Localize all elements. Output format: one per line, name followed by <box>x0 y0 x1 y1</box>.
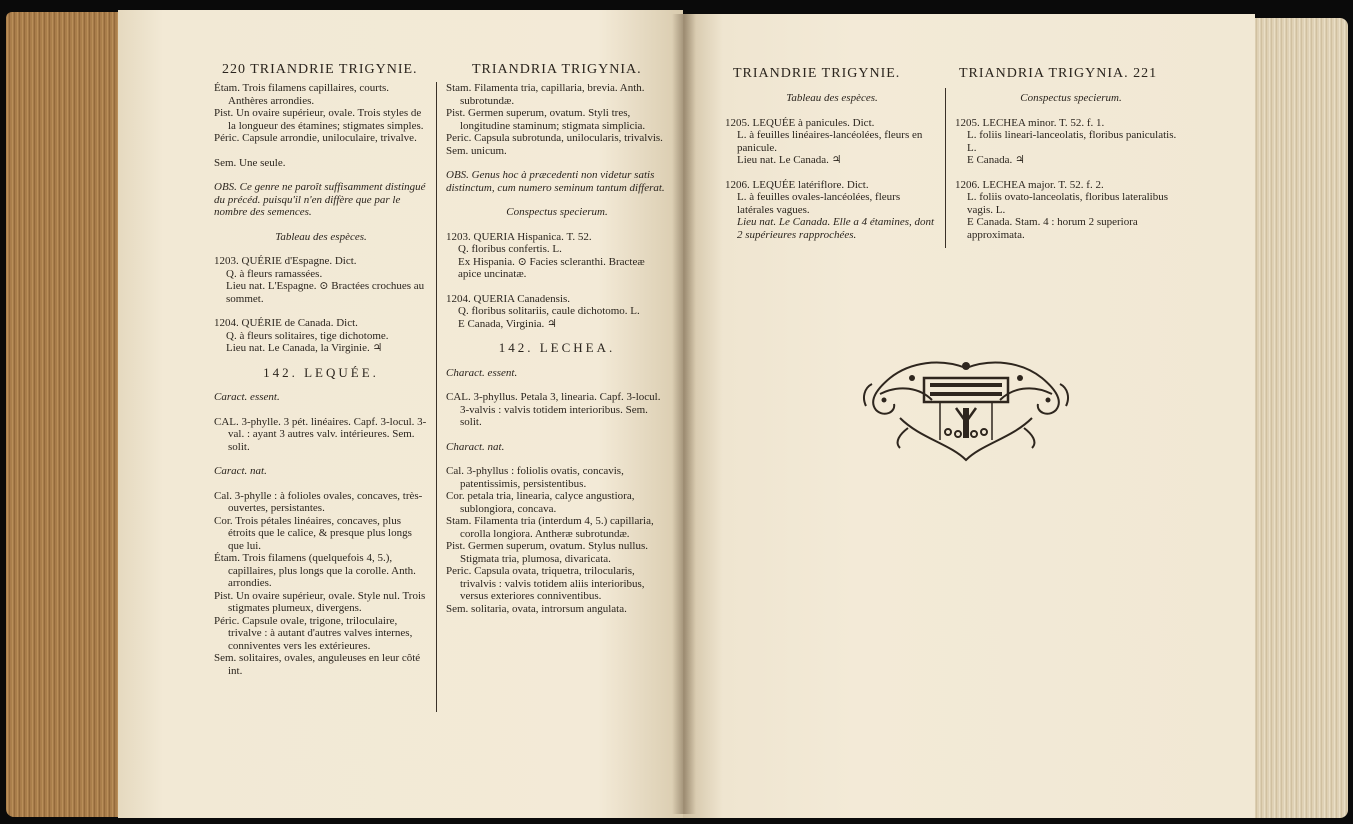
tailpiece-ornament-icon <box>860 348 1072 468</box>
species-1204-locality: Lieu nat. Le Canada, la Virginie. ♃ <box>226 342 383 354</box>
sem-text: Sem. Une seule. <box>214 156 286 169</box>
species-1205-desc: L. à feuilles linéaires-lancéolées, fleurs en panicule. <box>737 129 923 154</box>
species-1203-heading: 1203. QUÉRIE d'Espagne. Dict. <box>214 255 357 267</box>
species-1204-la-desc: Q. floribus solitariis, caule dichotomo. L. <box>458 305 640 317</box>
peric2-la-text: Peric. Capsula ovata, triquetra, trilocularis, trivalvis : valvis totidem aliis interioribus, versus exteriores conniventibus. <box>446 565 645 602</box>
species-1205-heading: 1205. LEQUÉE à panicules. Dict. <box>725 116 875 129</box>
charact-nat-label: Charact. nat. <box>446 440 505 453</box>
genus-la-heading: 142. LECHEA. <box>498 340 616 355</box>
species-1204-la-heading: 1204. QUERIA Canadensis. <box>446 292 571 305</box>
running-title-fr: TRIANDRIE TRIGYNIE. <box>250 62 418 77</box>
species-1206-la-heading: 1206. LECHEA major. T. 52. f. 2. <box>955 178 1104 191</box>
obs-text: OBS. Ce genre ne paroît suffisamment distingué du précéd. puisqu'il n'en diffère que par le nombre des semences. <box>214 181 426 218</box>
species-1204-heading: 1204. QUÉRIE de Canada. Dict. <box>214 317 358 329</box>
peric-text: Péric. Capsule arrondie, uniloculaire, trivalve. <box>214 132 417 144</box>
latin-column-right <box>955 92 1187 253</box>
caract-essent-label: Caract. essent. <box>214 391 280 403</box>
french-column-right <box>725 92 939 253</box>
cor-text: Cor. Trois pétales linéaires, concaves, plus étroits que le calice, & presque plus longs que lui. <box>214 514 412 552</box>
obs-la-text: OBS. Genus hoc à præcedenti non videtur satis distinctum, cum numero seminum tantum differat. <box>446 169 665 194</box>
tableau-heading-right: Tableau des espèces. <box>786 92 878 104</box>
stam2-la-text: Stam. Filamenta tria (interdum 4, 5.) capillaria, corolla longiora. Antheræ subrotundæ. <box>446 515 654 540</box>
species-1206-la-desc: L. foliis ovato-lanceolatis, floribus lateralibus vagis. L. <box>967 191 1169 216</box>
caract-nat-label: Caract. nat. <box>214 465 267 477</box>
column-rule-right <box>945 88 946 248</box>
stam-text: Stam. Filamenta tria, capillaria, brevia. Anth. subrotundæ. <box>446 82 645 107</box>
species-1206-locality: Lieu nat. Le Canada. Elle a 4 étamines, dont 2 supérieures rapprochées. <box>737 216 935 241</box>
page-number-right: 221 <box>1133 66 1158 81</box>
species-1203-la-locality: Ex Hispania. ⊙ Facies scleranthi. Bracteæ apice uncinatæ. <box>458 255 645 280</box>
left-page-edges <box>6 12 126 817</box>
pist-la-text: Pist. Germen superum, ovatum. Styli tres, longitudine staminum; stigmata simplicia. <box>446 107 646 132</box>
cal-essent-text: CAL. 3-phylle. 3 pét. linéaires. Capf. 3-locul. 3-val. : ayant 3 autres valv. intérieures. Sem. solit. <box>214 415 427 453</box>
etam-text: Étam. Trois filamens capillaires, courts. Anthères arrondies. <box>214 82 390 107</box>
latin-column <box>446 82 668 615</box>
species-1203-la-heading: 1203. QUERIA Hispanica. T. 52. <box>446 230 592 243</box>
column-rule <box>436 82 437 712</box>
conspectus-heading-right: Conspectus specierum. <box>1020 92 1122 104</box>
sem2-text: Sem. solitaires, ovales, anguleuses en leur côté int. <box>214 652 421 677</box>
peric2-text: Péric. Capsule ovale, trigone, triloculaire, trivalve : à autant d'autres valves internes, conniventes vers les extérieures. <box>214 614 413 652</box>
left-page <box>118 10 683 818</box>
species-1205-la-heading: 1205. LECHEA minor. T. 52. f. 1. <box>955 116 1105 129</box>
species-1203-desc: Q. à fleurs ramassées. <box>226 267 323 280</box>
cal-essent-la-text: CAL. 3-phyllus. Petala 3, linearia. Capf. 3-locul. 3-valvis : valvis totidem interioribus. Sem. solit. <box>446 391 661 428</box>
species-1204-desc: Q. à fleurs solitaires, tige dichotome. <box>226 329 389 342</box>
sem2-la-text: Sem. solitaria, ovata, introrsum angulata. <box>446 602 627 615</box>
running-title-fr-right: TRIANDRIE TRIGYNIE. <box>733 66 901 81</box>
running-head-right <box>959 66 1157 82</box>
pist-text: Pist. Un ovaire supérieur, ovale. Trois styles de la longueur des étamines; stigmates simples. <box>214 107 424 132</box>
species-1203-la-desc: Q. floribus confertis. L. <box>458 243 562 255</box>
species-1205-la-desc: L. foliis lineari-lanceolatis, floribus paniculatis. L. <box>967 129 1177 154</box>
species-1206-desc: L. à feuilles ovales-lancéolées, fleurs latérales vagues. <box>737 191 901 216</box>
cal-la-text: Cal. 3-phyllus : foliolis ovatis, concavis, patentissimis, persistentibus. <box>446 465 624 490</box>
genus-heading: 142. LEQUÉE. <box>263 364 379 380</box>
french-column <box>214 82 428 677</box>
running-head-left <box>222 62 418 78</box>
species-1206-heading: 1206. LEQUÉE latériflore. Dict. <box>725 178 869 191</box>
peric-la-text: Peric. Capsula subrotunda, unilocularis, trivalvis. <box>446 132 663 144</box>
species-1205-la-locality: E Canada. ♃ <box>967 154 1025 166</box>
tableau-heading: Tableau des espèces. <box>275 230 367 243</box>
species-1203-locality: Lieu nat. L'Espagne. ⊙ Bractées crochues au sommet. <box>226 280 425 305</box>
cor-la-text: Cor. petala tria, linearia, calyce angustiora, sublongiora, concava. <box>446 490 635 515</box>
right-page-edges <box>1248 18 1348 818</box>
page-number: 220 <box>222 62 246 77</box>
conspectus-heading: Conspectus specierum. <box>506 206 608 218</box>
species-1206-la-locality: E Canada. Stam. 4 : horum 2 superiora approximata. <box>967 216 1138 241</box>
species-1205-locality: Lieu nat. Le Canada. ♃ <box>737 154 842 166</box>
running-title-la-right: TRIANDRIA TRIGYNIA. <box>959 66 1129 81</box>
etam2-text: Étam. Trois filamens (quelquefois 4, 5.), capillaires, plus longs que la corolle. Anth. arrondies. <box>214 552 416 589</box>
pist2-la-text: Pist. Germen superum, ovatum. Stylus nullus. Stigmata tria, plumosa, divaricata. <box>446 540 648 565</box>
cal-text: Cal. 3-phylle : à folioles ovales, concaves, très-ouvertes, persistantes. <box>214 489 423 514</box>
charact-essent-label: Charact. essent. <box>446 366 518 379</box>
book-gutter <box>672 14 696 814</box>
sem-la-text: Sem. unicum. <box>446 144 507 157</box>
species-1204-la-locality: E Canada, Virginia. ♃ <box>458 317 557 330</box>
running-title-la: TRIANDRIA TRIGYNIA. <box>472 62 642 77</box>
pist2-text: Pist. Un ovaire supérieur, ovale. Style nul. Trois stigmates plumeux, divergens. <box>214 589 426 614</box>
